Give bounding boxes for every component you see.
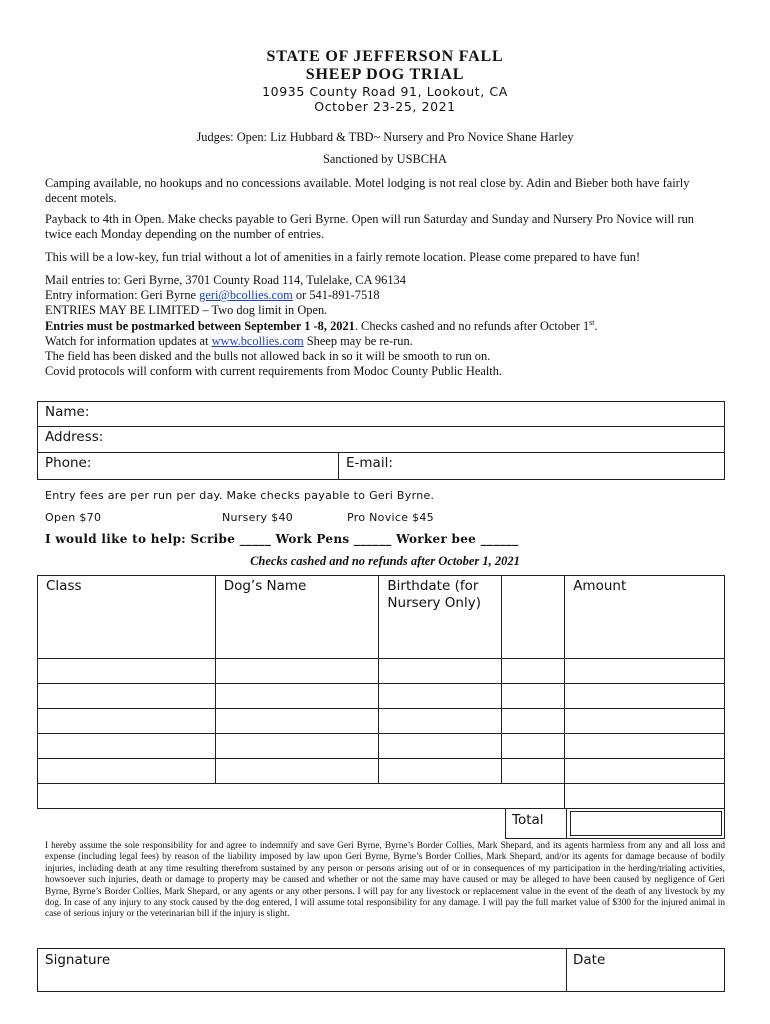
total-amount-field[interactable] (570, 811, 722, 836)
row-divider (37, 426, 725, 427)
entry-info-line (45, 288, 725, 303)
field-line: The field has been disked and the bulls not allowed back in so it will be smooth to run on. (45, 349, 491, 364)
website-link[interactable]: www.bcollies.com (211, 333, 304, 348)
fee-pro-novice: Pro Novice $45 (347, 511, 434, 524)
watch-line (45, 334, 725, 349)
postmark-sup: st (589, 317, 595, 327)
volunteer-help-line[interactable]: I would like to help: Scribe _____ Work Pens ______ Worker bee ______ (45, 532, 519, 546)
signature-form (37, 948, 725, 992)
fee-nursery: Nursery $40 (222, 511, 294, 524)
postmark-line (45, 319, 725, 334)
table-row[interactable] (38, 659, 725, 684)
limited-line: ENTRIES MAY BE LIMITED – Two dog limit in Open. (45, 303, 328, 318)
payback-paragraph: Payback to 4th in Open. Make checks payable to Geri Byrne. Open will run Saturday and Sunday and Nursery Pro Novice will run twice each Monday depending on the number of entries. (45, 212, 694, 241)
covid-line: Covid protocols will conform with current requirements from Modoc County Public Health. (45, 364, 502, 379)
header-class: Class (38, 576, 216, 659)
email-field[interactable]: E-mail: (346, 455, 393, 471)
phone-field[interactable]: Phone: (45, 455, 92, 471)
event-dates: October 23-25, 2021 (314, 99, 456, 114)
title-line-2: SHEEP DOG TRIAL (305, 66, 465, 83)
table-row[interactable] (38, 759, 725, 784)
liability-waiver: I hereby assume the sole responsibility for and agree to indemnify and save Geri Byrne, Byrne’s Border Collies, Mark Shepard, and its agents harmless from any and all loss and expense (including legal fees) by reason of the liability imposed by law upon Geri Byrne, Byrne’s Border Collies, Mark Shepard, and/or its agents for damage because of bodily injuries, including death at any time resulting therefrom sustained by any person or persons arising out of or in consequences of my participation in the herding/trialing activities, howsoever such injuries, death or damage to property may be caused and whether or not the same may have caused or may be alleged to have been caused by negligence of Geri Byrne, Byrne’s Border Collies, Mark Shepard, or any agents or any other persons. I will pay for any livestock or replacement value in the event of the death of any livestock by my dog. In case of any injury to any stock caused by the dog entered, I will assume total responsibility for any damage. I will pay the full market value of $300 for the injured animal in case of serious injury or the veterinarian bill if the injury is slight. (45, 841, 725, 920)
watch-text: Watch for information updates at (45, 333, 212, 348)
fees-intro: Entry fees are per run per day. Make checks payable to Geri Byrne. (45, 489, 435, 502)
checks-note: Checks cashed and no refunds after October 1, 2021 (250, 554, 520, 568)
table-row[interactable] (38, 684, 725, 709)
column-divider (338, 452, 339, 480)
table-row[interactable] (38, 709, 725, 734)
name-field[interactable]: Name: (45, 404, 90, 420)
rerun-text: Sheep may be re-run. (303, 333, 413, 348)
camping-paragraph: Camping available, no hookups and no concessions available. Motel lodging is not real close by. Adin and Bieber both have fairly decent motels. (45, 176, 690, 205)
table-row[interactable] (38, 784, 725, 809)
venue-address: 10935 County Road 91, Lookout, CA (262, 84, 508, 99)
total-label: Total (512, 812, 544, 828)
address-field[interactable]: Address: (45, 429, 104, 445)
postmark-text: . Checks cashed and no refunds after October 1 (354, 318, 590, 333)
postmark-deadline: Entries must be postmarked between September 1 -8, 2021 (45, 318, 355, 333)
email-link[interactable]: geri@bcollies.com (199, 288, 293, 303)
date-field[interactable]: Date (573, 952, 606, 968)
table-row[interactable] (38, 734, 725, 759)
header-blank (502, 576, 565, 659)
judges-line: Judges: Open: Liz Hubbard & TBD~ Nursery and Pro Novice Shane Harley (196, 130, 574, 144)
total-divider (566, 808, 567, 839)
entry-info-block (45, 273, 725, 379)
signature-field[interactable]: Signature (45, 952, 111, 968)
header-dog-name: Dog’s Name (215, 576, 379, 659)
mail-line: Mail entries to: Geri Byrne, 3701 County Road 114, Tulelake, CA 96134 (45, 273, 406, 287)
sanctioned-line: Sanctioned by USBCHA (323, 152, 447, 166)
signature-divider (566, 948, 567, 992)
phone-text: or 541-891-7518 (292, 288, 380, 303)
table-header-row (38, 576, 725, 659)
entry-table (37, 575, 725, 809)
row-divider (37, 452, 725, 453)
header-birthdate: Birthdate (for Nursery Only) (379, 576, 502, 659)
entry-info-text: Entry information: Geri Byrne (45, 288, 200, 303)
lowkey-paragraph: This will be a low-key, fun trial without a lot of amenities in a fairly remote location. Please come prepared to have fun! (45, 250, 641, 264)
title-line-1: STATE OF JEFFERSON FALL (266, 48, 504, 65)
postmark-end: . (594, 318, 598, 333)
fee-open: Open $70 (45, 511, 102, 524)
header-amount: Amount (565, 576, 725, 659)
